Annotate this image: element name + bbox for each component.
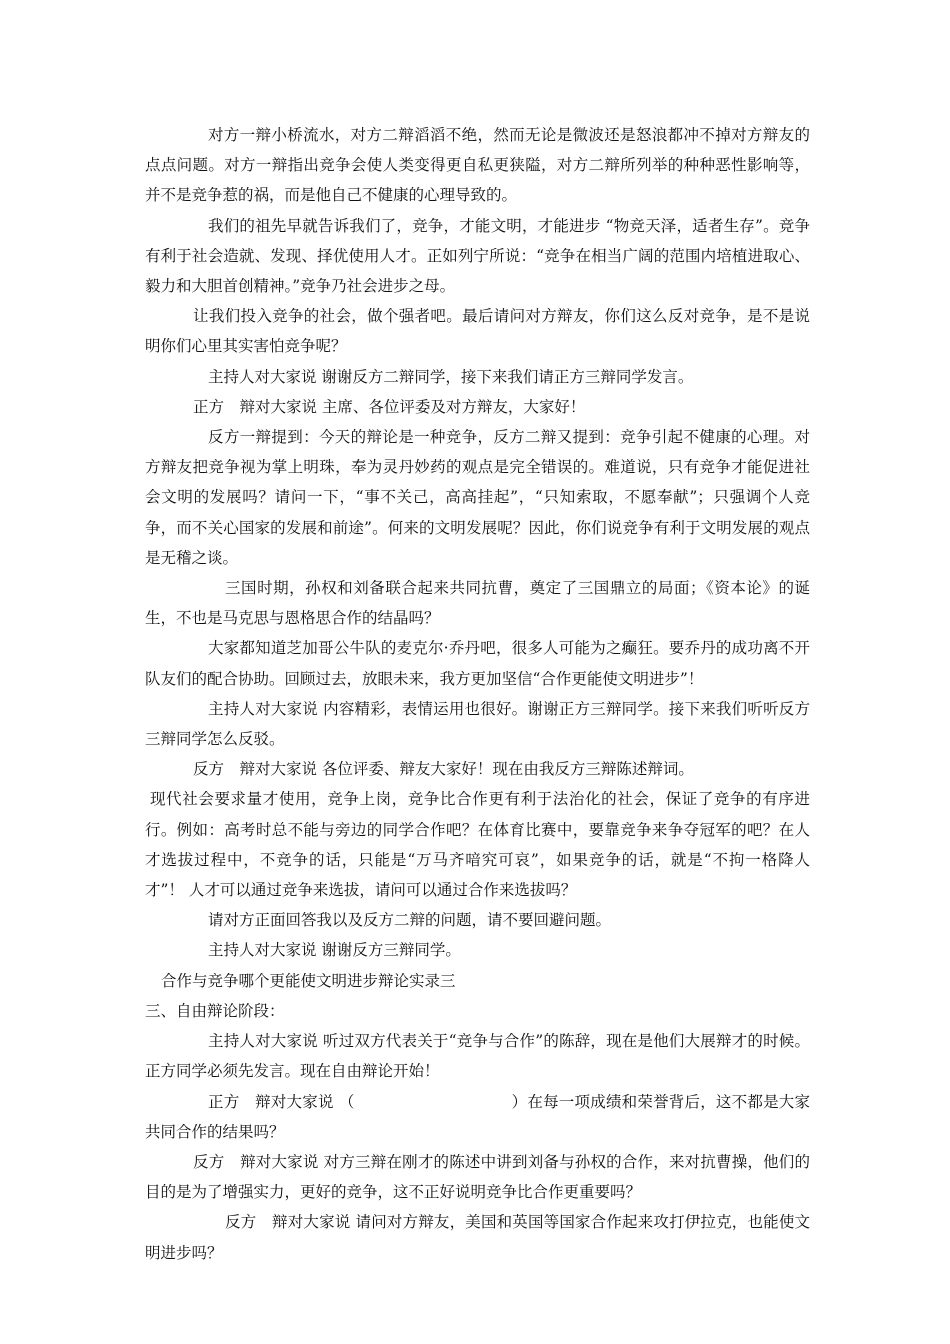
paragraph-affirmative-free: 正方 辩对大家说 （ ）在每一项成绩和荣誉背后，这不都是大家共同合作的结果吗？ [145, 1092, 810, 1141]
paragraph-closing-question: 让我们投入竞争的社会，做个强者吧。最后请问对方辩友，你们这么反对竞争，是不是说明你们心里其实害怕竞争呢？ [145, 307, 810, 356]
paragraph-ancestors: 我们的祖先早就告诉我们了，竞争，才能文明，才能进步 “物竞天泽，适者生存”。竞争有利于社会造就、发现、择优使用人才。正如列宁所说：“竞争在相当广阔的范围内培植进取心、毅力和大胆首创精神。”竞争乃社会进步之母。 [145, 216, 810, 296]
paragraph-affirmative-argument: 反方一辩提到：今天的辩论是一种竞争，反方二辩又提到：竞争引起不健康的心理。对方辩友把竞争视为掌上明珠，奉为灵丹妙药的观点是完全错误的。难道说，只有竞争才能促进社会文明的发展吗？请问一下，“事不关己，高高挂起”，“只知索取，不愿奉献”；只强调个人竞争，而不关心国家的发展和前途”。何来的文明发展呢？因此，你们说竞争有利于文明发展的观点是无稽之谈。 [145, 428, 810, 567]
paragraph-host-thanks-3: 主持人对大家说 谢谢反方三辩同学。 [208, 941, 461, 960]
paragraph-negative-greeting: 反方 辩对大家说 各位评委、辩友大家好！现在由我反方三辩陈述辩词。 [193, 760, 694, 779]
paragraph-host-free-debate: 主持人对大家说 听过双方代表关于“竞争与合作”的陈辞，现在是他们大展辩才的时候。正方同学必须先发言。现在自由辩论开始！ [145, 1032, 810, 1081]
paragraph-host-thanks-1: 主持人对大家说 谢谢反方二辩同学，接下来我们请正方三辩同学发言。 [208, 367, 694, 386]
paragraph-request-answer: 请对方正面回答我以及反方二辩的问题，请不要回避问题。 [208, 911, 612, 930]
paragraph-host-thanks-2: 主持人对大家说 内容精彩，表情运用也很好。谢谢正方三辩同学。接下来我们听听反方三辩同学怎么反驳。 [145, 699, 810, 749]
paragraph-affirmative-greeting: 正方 辩对大家说 主席、各位评委及对方辩友，大家好！ [193, 397, 586, 416]
document-body [145, 120, 810, 1268]
section-heading-free-debate: 三、自由辩论阶段： [145, 1001, 285, 1020]
paragraph-negative-free-2: 反方 辩对大家说 请问对方辩友，美国和英国等国家合作起来攻打伊拉克，也能使文明进步吗？ [145, 1213, 810, 1262]
paragraph-negative-free-1: 反方 辩对大家说 对方三辩在刚才的陈述中讲到刘备与孙权的合作，来对抗曹操，他们的目的是为了增强实力，更好的竞争，这不正好说明竞争比合作更重要吗？ [145, 1152, 810, 1202]
section-title-debate-record: 合作与竞争哪个更能使文明进步辩论实录三 [161, 971, 456, 990]
paragraph-three-kingdoms: 三国时期，孙权和刘备联合起来共同抗曹，奠定了三国鼎立的局面；《资本论》的诞生，不也是马克思与恩格思合作的结晶吗？ [145, 579, 810, 628]
paragraph-jordan: 大家都知道芝加哥公牛队的麦克尔·乔丹吧，很多人可能为之癫狂。要乔丹的成功离不开队友们的配合协助。回顾过去，放眼未来，我方更加坚信“合作更能使文明进步”！ [145, 639, 810, 688]
paragraph-rebuttal-intro: 对方一辩小桥流水，对方二辩滔滔不绝，然而无论是微波还是怒浪都冲不掉对方辩友的点点问题。对方一辩指出竞争会使人类变得更自私更狭隘，对方二辩所列举的种种恶性影响等，并不是竞争惹的祸，而是他自己不健康的心理导致的。 [145, 126, 810, 205]
paragraph-modern-society: 现代社会要求量才使用，竞争上岗，竞争比合作更有利于法治化的社会，保证了竞争的有序进行。例如：高考时总不能与旁边的同学合作吧？在体育比赛中，要靠竞争来争夺冠军的吧？在人才选拔过程中，不竞争的话，只能是“万马齐喑究可哀”，如果竞争的话，就是“不拘一格降人才”！ 人才可以通过竞争来选拔，请问可以通过合作来选拔吗？ [145, 790, 810, 900]
